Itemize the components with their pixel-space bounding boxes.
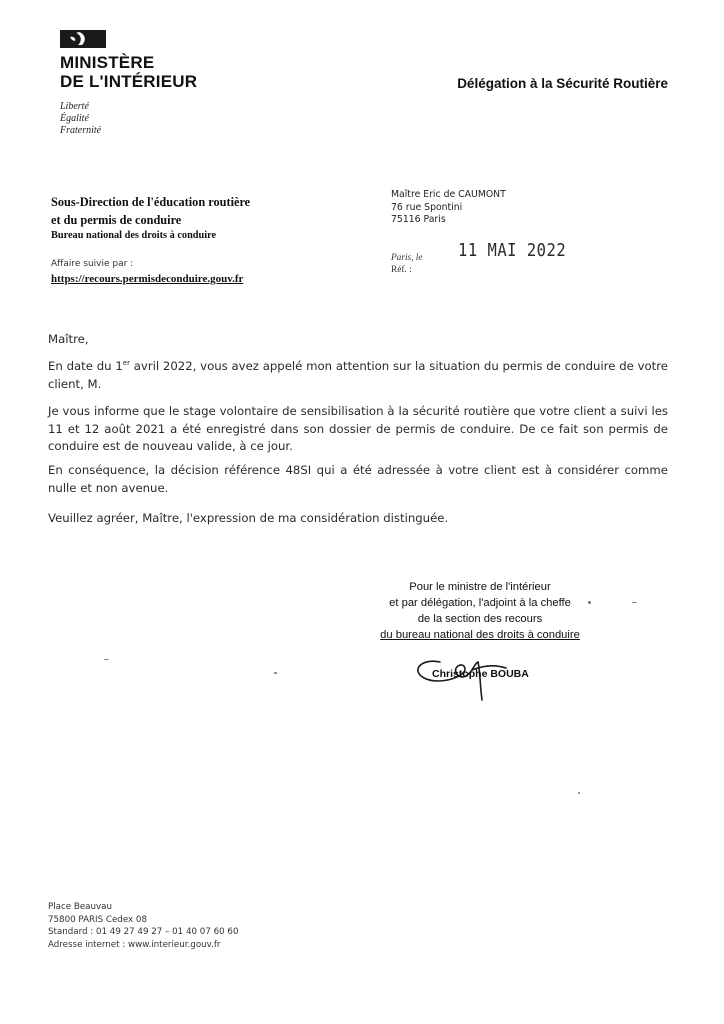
scan-speck: [578, 792, 580, 794]
p1-superscript: er: [122, 359, 130, 368]
motto-fraternite: Fraternité: [60, 125, 102, 136]
ministry-name-line2: DE L'INTÉRIEUR: [60, 72, 198, 91]
signatory-name: Christophe BOUBA: [432, 668, 529, 680]
p1-text-end: avril 2022, vous avez appelé mon attention sur la situation du permis de conduire de votre client, M.: [48, 359, 668, 391]
signature-line-3: de la section des recours: [417, 613, 543, 625]
p1-text-start: En date du 1: [48, 359, 123, 373]
ministry-name: [60, 53, 197, 91]
sub-direction-line1: Sous-Direction de l'éducation routière: [51, 195, 251, 209]
scan-speck: [588, 601, 591, 604]
scan-speck: [104, 659, 109, 660]
delegation-title: Délégation à la Sécurité Routière: [457, 76, 668, 91]
scan-speck: [632, 602, 637, 603]
footer-line-1: Place Beauvau: [48, 902, 112, 912]
reference-label: Réf. :: [391, 265, 412, 275]
ministry-name-line1: MINISTÈRE: [60, 53, 155, 72]
footer-address: [48, 901, 238, 951]
signature-line-4: du bureau national des droits à conduire: [380, 629, 580, 641]
motto-liberte: Liberté: [60, 101, 89, 112]
motto-egalite: Égalité: [60, 113, 89, 124]
addressee-name: Maître Eric de CAUMONT: [391, 189, 506, 200]
date-stamp: 11 MAI 2022: [458, 240, 567, 261]
signature-line-2: et par délégation, l'adjoint à la cheffe: [389, 597, 571, 609]
affaire-label: Affaire suivie par :: [51, 259, 134, 269]
sub-direction-name: [51, 193, 250, 229]
republic-motto: [60, 101, 101, 137]
letter-closing: Veuillez agréer, Maître, l'expression de ma considération distinguée.: [48, 511, 449, 525]
footer-line-4: Adresse internet : www.interieur.gouv.fr: [48, 939, 221, 950]
signature-block: [355, 579, 605, 643]
letter-paragraph-3: En conséquence, la décision référence 48SI qui a été adressée à votre client est à considérer comme nulle et non avenue.: [48, 463, 668, 495]
footer-line-2: 75800 PARIS Cedex 08: [48, 914, 147, 925]
footer-line-3: Standard : 01 49 27 49 27 – 01 40 07 60 60: [48, 927, 239, 938]
signature-line-1: Pour le ministre de l'intérieur: [409, 581, 551, 593]
dateline-place: Paris, le: [391, 253, 423, 263]
sub-direction-line2: et du permis de conduire: [51, 213, 182, 227]
affaire-link[interactable]: https://recours.permisdeconduire.gouv.fr: [51, 273, 244, 285]
letter-salutation: Maître,: [48, 332, 89, 346]
bureau-name: Bureau national des droits à conduire: [51, 230, 217, 241]
addressee-city: 75116 Paris: [391, 214, 446, 225]
letter-paragraph-1: [48, 358, 668, 393]
scan-speck: [274, 672, 277, 674]
marianne-logo-icon: [60, 30, 106, 48]
addressee-street: 76 rue Spontini: [391, 201, 463, 213]
addressee-block: [391, 189, 506, 227]
letter-paragraph-2: Je vous informe que le stage volontaire de sensibilisation à la sécurité routière que votre client a suivi les 11 et 12 août 2021 a été enregistré dans son dossier de permis de conduire. De ce fait son permis de conduire est de nouveau valide, à ce jour.: [48, 404, 668, 453]
